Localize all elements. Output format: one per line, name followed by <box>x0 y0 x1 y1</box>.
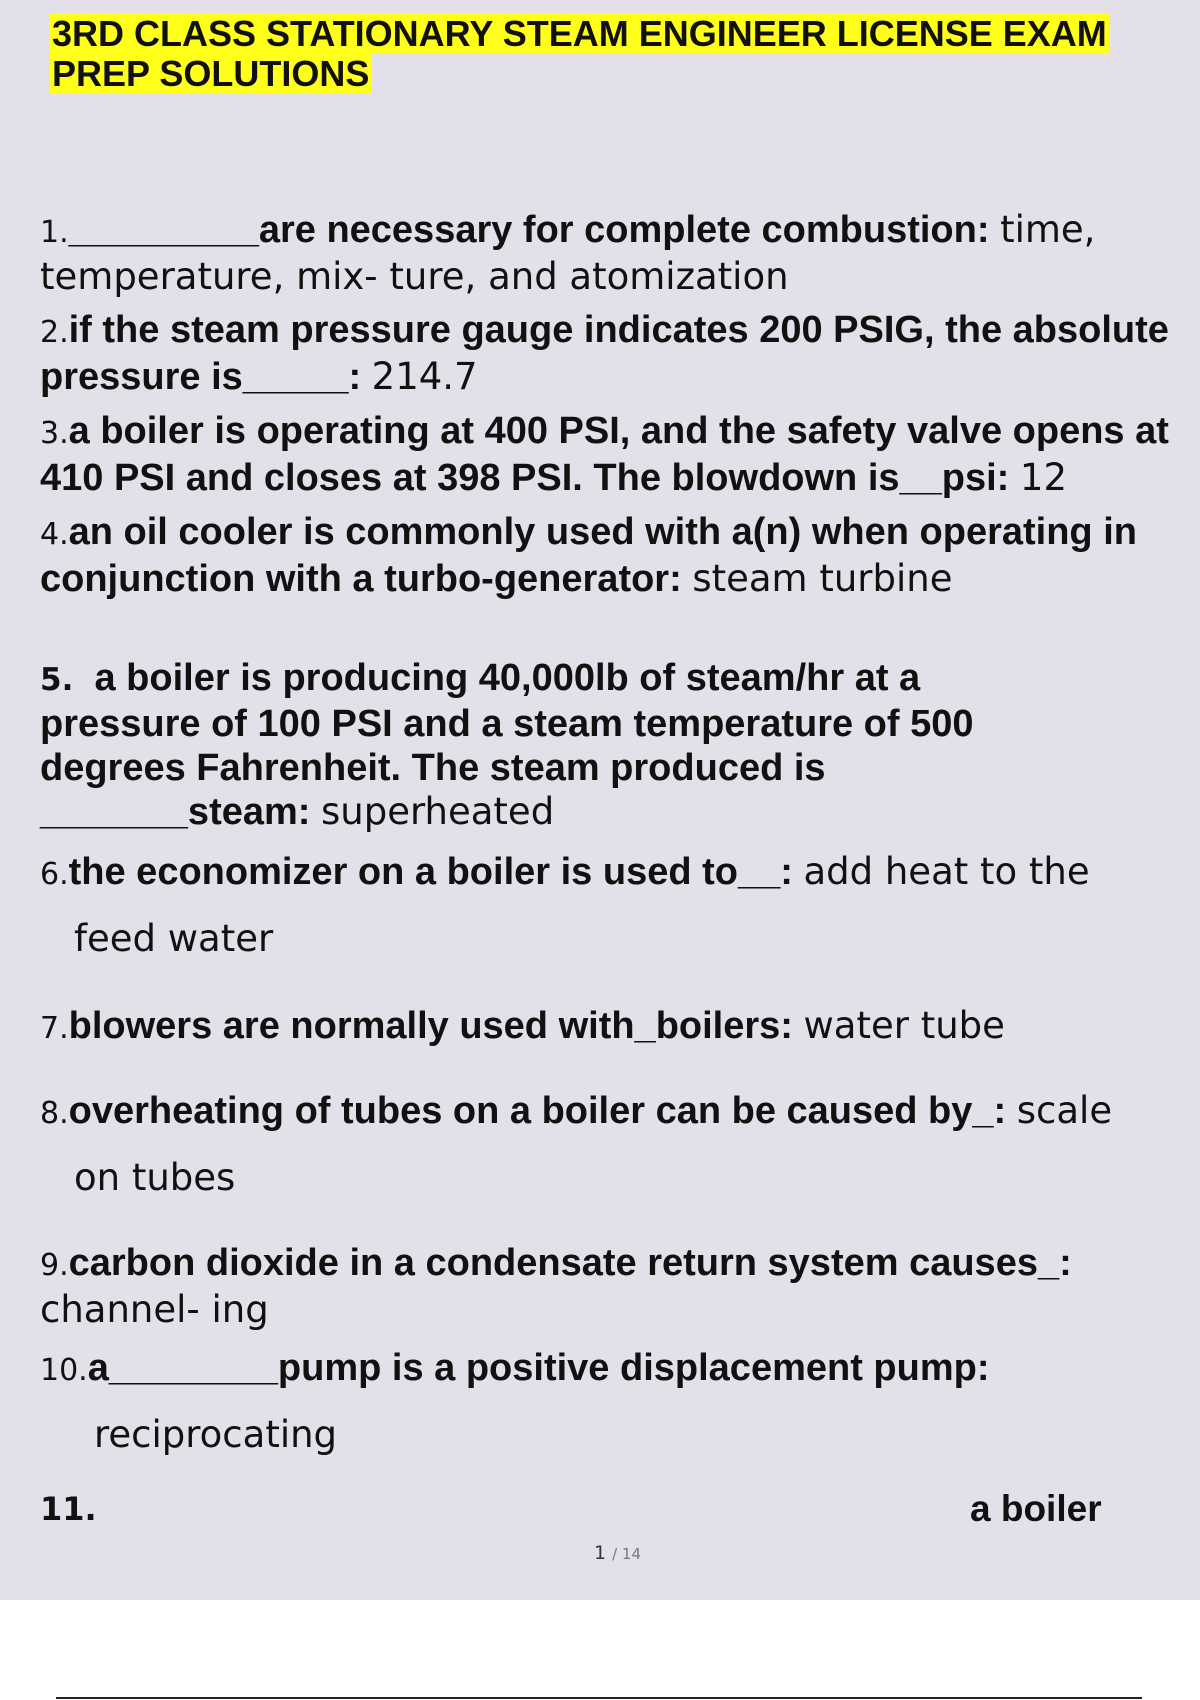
question-2 <box>40 308 1195 399</box>
question-number: 8. <box>40 1096 69 1131</box>
answer-text: water tube <box>803 1004 1005 1047</box>
question-6 <box>40 850 1195 961</box>
answer-text: channel- ing <box>40 1288 269 1331</box>
page-divider <box>56 1697 1142 1699</box>
question-10 <box>40 1346 1195 1457</box>
question-text: _________are necessary for complete combustion: <box>68 209 990 251</box>
question-text: blowers are normally used with_boilers: <box>68 1005 793 1047</box>
question-text: carbon dioxide in a condensate return system causes_: <box>68 1242 1072 1284</box>
question-number: 4. <box>40 517 69 552</box>
answer-text: steam turbine <box>692 557 953 600</box>
page-current: 1 <box>593 1542 607 1564</box>
question-number: 2. <box>40 315 69 350</box>
question-8 <box>40 1089 1195 1200</box>
question-9 <box>40 1241 1195 1332</box>
answer-text: scale <box>1016 1089 1113 1132</box>
question-number: 6. <box>40 857 69 892</box>
answer-continuation: reciprocating <box>94 1413 338 1456</box>
question-5 <box>40 656 1050 834</box>
document-title: 3RD CLASS STATIONARY STEAM ENGINEER LICENSE EXAM PREP SOLUTIONS <box>52 13 1107 94</box>
answer-text: superheated <box>321 790 555 833</box>
answer-text: 214.7 <box>371 355 478 398</box>
question-text: a boiler is producing 40,000lb of steam/hr at a pressure of 100 PSI and a steam temperature of 500 degrees Fahrenheit. The steam produced is _______steam: <box>40 657 974 833</box>
question-1 <box>40 208 1195 299</box>
page-indicator <box>0 1542 1200 1564</box>
question-4 <box>40 510 1195 601</box>
question-3 <box>40 409 1195 500</box>
question-text: if the steam pressure gauge indicates 200 PSIG, the absolute pressure is_____: <box>40 309 1169 398</box>
question-number: 3. <box>40 416 69 451</box>
question-text: a________pump is a positive displacement pump: <box>87 1347 990 1389</box>
question-number: 7. <box>40 1011 69 1046</box>
answer-text: 12 <box>1019 456 1067 499</box>
question-number: 1. <box>40 215 69 250</box>
answer-text: time, temperature, mix- ture, and atomization <box>40 208 1096 298</box>
answer-continuation: on tubes <box>74 1156 236 1199</box>
question-number: 9. <box>40 1248 69 1283</box>
page-total: / 14 <box>612 1545 642 1563</box>
question-number: 5. <box>40 662 74 698</box>
question-text: a boiler is operating at 400 PSI, and the safety valve opens at 410 PSI and closes at 398 PSI. The blowdown is__psi: <box>40 410 1169 499</box>
question-text: the economizer on a boiler is used to__: <box>68 851 793 893</box>
question-11-text: a boiler <box>970 1488 1102 1529</box>
question-7 <box>40 1004 1195 1051</box>
answer-continuation: feed water <box>74 917 274 960</box>
question-11-number: 11. <box>40 1490 97 1528</box>
question-text: an oil cooler is commonly used with a(n) when operating in conjunction with a turbo-generator: <box>40 511 1137 600</box>
question-text: overheating of tubes on a boiler can be caused by_: <box>68 1090 1007 1132</box>
question-number: 10. <box>40 1353 88 1388</box>
answer-text: add heat to the <box>803 850 1090 893</box>
